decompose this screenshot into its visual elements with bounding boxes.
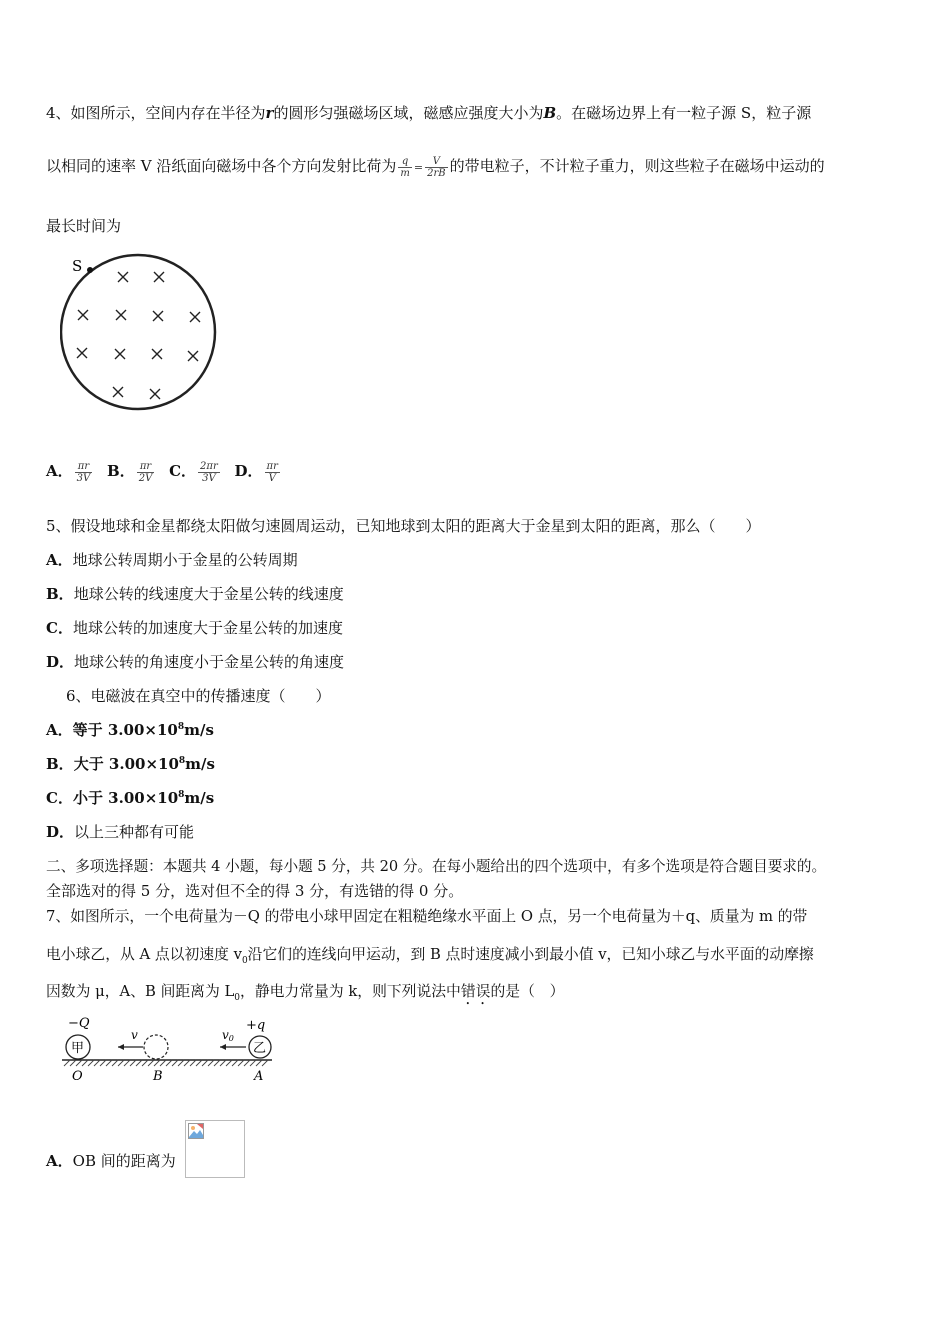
q5-option-c: C．地球公转的加速度大于金星公转的加速度	[46, 619, 343, 637]
missing-formula-image	[185, 1120, 245, 1178]
q4-option-d-value: $\frac{\pi r}{V}$	[266, 460, 278, 484]
magnetic-field-figure	[60, 247, 220, 417]
velocity-v0-arrowhead	[220, 1044, 226, 1050]
q4-option-c-value: $\frac{2\pi r}{3V}$	[200, 460, 218, 484]
charged-balls-figure	[58, 1012, 278, 1087]
q7-option-a: A．OB 间的距离为	[46, 1152, 176, 1170]
point-b-label: B	[153, 1069, 163, 1084]
ball-jia-label: 甲	[71, 1041, 85, 1056]
q4-option-a-value: $\frac{\pi r}{3V}$	[76, 460, 91, 484]
q5-stem: 5、假设地球和金星都绕太阳做匀速圆周运动，已知地球到太阳的距离大于金星到太阳的距离，那么（ ）	[46, 517, 761, 535]
field-into-page-crosses	[77, 272, 200, 399]
field-boundary-circle	[61, 255, 215, 409]
q5-option-a: A．地球公转周期小于金星的公转周期	[46, 551, 298, 569]
point-o-label: O	[72, 1069, 83, 1084]
velocity-v-label: v	[131, 1028, 138, 1042]
q4-options: A． $\frac{\pi r}{3V}$ B． $\frac{\pi r}{2V}$ C． $\frac{2\pi r}{3V}$ D． $\frac{\pi r}{V}$	[46, 460, 278, 484]
q5-option-d: D．地球公转的角速度小于金星公转的角速度	[46, 653, 345, 671]
q6-option-a: A．等于 $3.00\times 10^8m/s$	[46, 721, 214, 739]
ball-at-b-dashed	[144, 1035, 168, 1059]
point-a-label: A	[254, 1069, 264, 1084]
q7-line2: 电小球乙，从 A 点以初速度 $v_0$沿它们的连线向甲运动，到 B 点时速度减小到最小值 v，已知小球乙与水平面的动摩擦	[46, 946, 814, 966]
velocity-v0-label: v0	[222, 1028, 234, 1043]
ball-yi-label: 乙	[253, 1041, 267, 1056]
source-label-s: S	[72, 257, 83, 275]
q6-option-b: B．大于 $3.00\times 10^8m/s$	[46, 755, 215, 773]
q4-line1: 4、如图所示，空间内存在半径为r的圆形匀强磁场区域，磁感应强度大小为B。在磁场边界上有一粒子源 S，粒子源	[46, 104, 812, 122]
section2-heading-line1: 二、多项选择题：本题共 4 小题，每小题 5 分，共 20 分。在每小题给出的四个选项中，有多个选项是符合题目要求的。	[46, 858, 827, 875]
q7-line3: 因数为 μ，A、B 间距离为 $L_0$，静电力常量为 k，则下列说法中错误的是（ ）	[46, 983, 565, 1003]
q4-line3: 最长时间为	[46, 217, 122, 235]
ground-hatching	[64, 1060, 268, 1066]
charge-plus-q-label: +q	[246, 1018, 266, 1033]
section2-heading-line2: 全部选对的得 5 分，选对但不全的得 3 分，有选错的得 0 分。	[46, 882, 464, 900]
broken-image-icon	[188, 1123, 204, 1139]
q6-option-d: D．以上三种都有可能	[46, 823, 195, 841]
q6-option-c: C．小于 $3.00\times 10^8m/s$	[46, 789, 215, 807]
q7-line1: 7、如图所示，一个电荷量为－Q 的带电小球甲固定在粗糙绝缘水平面上 O 点，另一个电荷量为＋q、质量为 m 的带	[46, 908, 808, 925]
q4-option-b-value: $\frac{\pi r}{2V}$	[138, 460, 153, 484]
fraction-v-over-2rb: $\frac{V}{2rB}$	[427, 155, 446, 179]
fraction-q-over-m: $\frac{q}{m}$	[400, 155, 410, 179]
particle-source-dot	[87, 267, 93, 273]
q5-option-b: B．地球公转的线速度大于金星公转的线速度	[46, 585, 344, 603]
q6-stem: 6、电磁波在真空中的传播速度（ ）	[66, 687, 331, 705]
charge-minus-q-label: −Q	[68, 1016, 90, 1031]
emphasized-word-wrong: 错误	[460, 983, 491, 1000]
velocity-v-arrowhead	[118, 1044, 124, 1050]
q4-line2: 以相同的速率 V 沿纸面向磁场中各个方向发射比荷为 $\frac{q}{m}$ = $\frac{V}{2rB}$ 的带电粒子，不计粒子重力，则这些粒子在磁场中运动的	[46, 155, 825, 179]
